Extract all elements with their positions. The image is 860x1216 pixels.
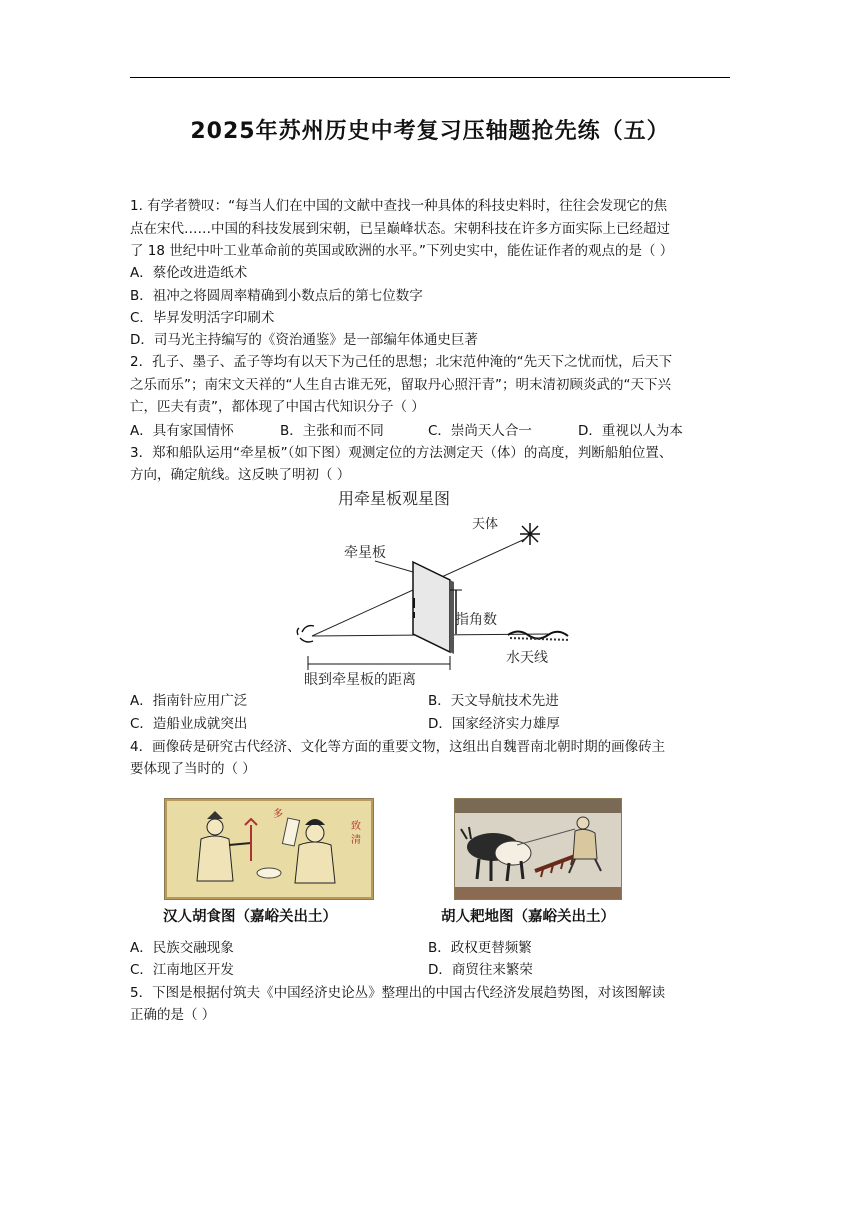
label-eye-distance: 眼到牵星板的距离 bbox=[304, 672, 416, 688]
header-rule bbox=[130, 77, 730, 78]
q4-option-a: A．民族交融现象 bbox=[130, 940, 234, 956]
q2-line-2: 之乐而乐”；南宋文天祥的“人生自古谁无死，留取丹心照汗青”；明末清初顾炎武的“天下兴 bbox=[130, 377, 671, 393]
label-horizon: 水天线 bbox=[506, 650, 548, 666]
q2-line-1: 2．孔子、墨子、孟子等均有以天下为己任的思想；北宋范仲淹的“先天下之忧而忧，后天下 bbox=[130, 354, 673, 370]
q1-option-c: C．毕昇发明活字印刷术 bbox=[130, 310, 275, 326]
q4-line-2: 要体现了当时的（ ） bbox=[130, 761, 256, 777]
q4-option-d: D．商贸往来繁荣 bbox=[428, 962, 533, 978]
q2-line-3: 亡，匹夫有责”，都体现了中国古代知识分子（ ） bbox=[130, 399, 425, 415]
star-board-diagram bbox=[280, 484, 580, 690]
q3-line-1: 3．郑和船队运用“牵星板”（如下图）观测定位的方法测定天（体）的高度，判断船舶位置、 bbox=[130, 445, 673, 461]
q1-line-1: 1. 有学者赞叹：“每当人们在中国的文献中查找一种具体的科技史料时，往往会发现它的焦 bbox=[130, 198, 668, 214]
caption-han-eating: 汉人胡食图（嘉峪关出土） bbox=[163, 909, 337, 925]
svg-text:致: 致 bbox=[351, 821, 361, 832]
q3-line-2: 方向，确定航线。这反映了明初（ ） bbox=[130, 467, 351, 483]
brick-image-hu-harrowing bbox=[454, 798, 622, 900]
q2-option-c: C．崇尚天人合一 bbox=[428, 423, 532, 439]
q4-option-b: B．政权更替频繁 bbox=[428, 940, 532, 956]
svg-text:多: 多 bbox=[273, 809, 283, 820]
q5-line-1: 5．下图是根据付筑夫《中国经济史论丛》整理出的中国古代经济发展趋势图，对该图解读 bbox=[130, 985, 666, 1001]
q1-option-d: D．司马光主持编写的《资治通鉴》是一部编年体通史巨著 bbox=[130, 332, 478, 348]
label-star-board: 牵星板 bbox=[344, 545, 386, 561]
q1-option-a: A．蔡伦改进造纸术 bbox=[130, 265, 248, 281]
horizon-wave bbox=[508, 632, 568, 639]
label-celestial-body: 天体 bbox=[472, 517, 499, 532]
star-icon bbox=[520, 523, 540, 545]
q3-option-b: B．天文导航技术先进 bbox=[428, 693, 559, 709]
q2-option-b: B．主张和而不同 bbox=[280, 423, 384, 439]
q5-line-2: 正确的是（ ） bbox=[130, 1007, 216, 1023]
q4-line-1: 4．画像砖是研究古代经济、文化等方面的重要文物，这组出自魏晋南北朝时期的画像砖主 bbox=[130, 739, 666, 755]
q2-option-a: A．具有家国情怀 bbox=[130, 423, 234, 439]
q3-option-d: D．国家经济实力雄厚 bbox=[428, 716, 560, 732]
label-angle-count: 指角数 bbox=[455, 612, 497, 628]
q1-line-2: 点在宋代……中国的科技发展到宋朝，已呈巅峰状态。宋朝科技在许多方面实际上已经超过 bbox=[130, 221, 670, 237]
q3-option-a: A．指南针应用广泛 bbox=[130, 693, 248, 709]
q4-option-c: C．江南地区开发 bbox=[130, 962, 234, 978]
page-title: 2025年苏州历史中考复习压轴题抢先练（五） bbox=[190, 119, 670, 144]
brick-image-han-eating bbox=[164, 798, 374, 900]
svg-text:清: 清 bbox=[351, 835, 361, 846]
q1-line-3: 了 18 世纪中叶工业革命前的英国或欧洲的水平。”下列史实中，能佐证作者的观点的是（ ） bbox=[130, 243, 674, 259]
q1-option-b: B．祖冲之将圆周率精确到小数点后的第七位数字 bbox=[130, 288, 423, 304]
caption-hu-harrowing: 胡人耙地图（嘉峪关出土） bbox=[441, 909, 615, 925]
diagram-title: 用牵星板观星图 bbox=[338, 489, 451, 508]
eye-icon bbox=[297, 626, 314, 642]
q3-option-c: C．造船业成就突出 bbox=[130, 716, 248, 732]
q2-option-d: D．重视以人为本 bbox=[578, 423, 683, 439]
